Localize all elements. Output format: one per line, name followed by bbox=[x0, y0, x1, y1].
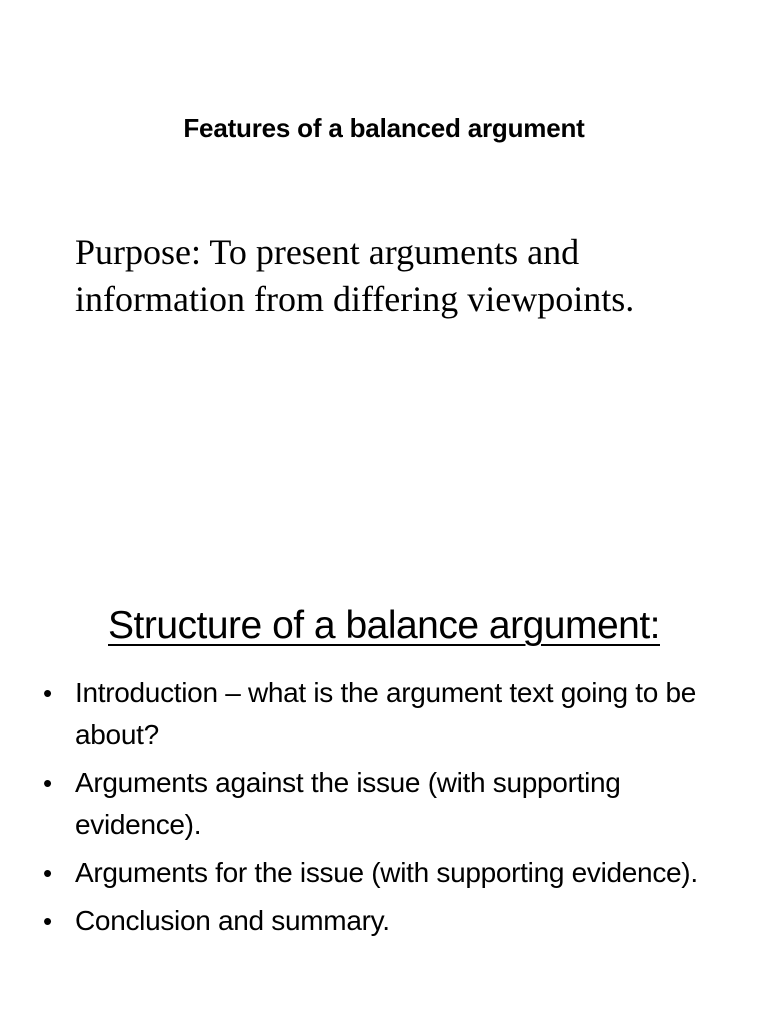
list-item-label: Arguments for the issue (with supporting evidence). bbox=[75, 857, 698, 888]
bullet-icon: • bbox=[43, 768, 52, 798]
bullet-icon: • bbox=[43, 906, 52, 936]
page-title: Features of a balanced argument bbox=[183, 113, 585, 143]
structure-heading: Structure of a balance argument: bbox=[108, 604, 660, 647]
list-item bbox=[0, 900, 768, 942]
list-item bbox=[0, 672, 768, 756]
list-item-label: Arguments against the issue (with supporting evidence). bbox=[75, 767, 621, 840]
bullet-icon: • bbox=[43, 678, 52, 708]
structure-list bbox=[0, 672, 768, 948]
list-item-label: Introduction – what is the argument text going to be about? bbox=[75, 677, 697, 750]
list-item bbox=[0, 762, 768, 846]
list-item-label: Conclusion and summary. bbox=[75, 905, 390, 936]
purpose-text: Purpose: To present arguments and information from differing viewpoints. bbox=[75, 232, 635, 319]
bullet-icon: • bbox=[43, 858, 52, 888]
list-item bbox=[0, 852, 768, 894]
